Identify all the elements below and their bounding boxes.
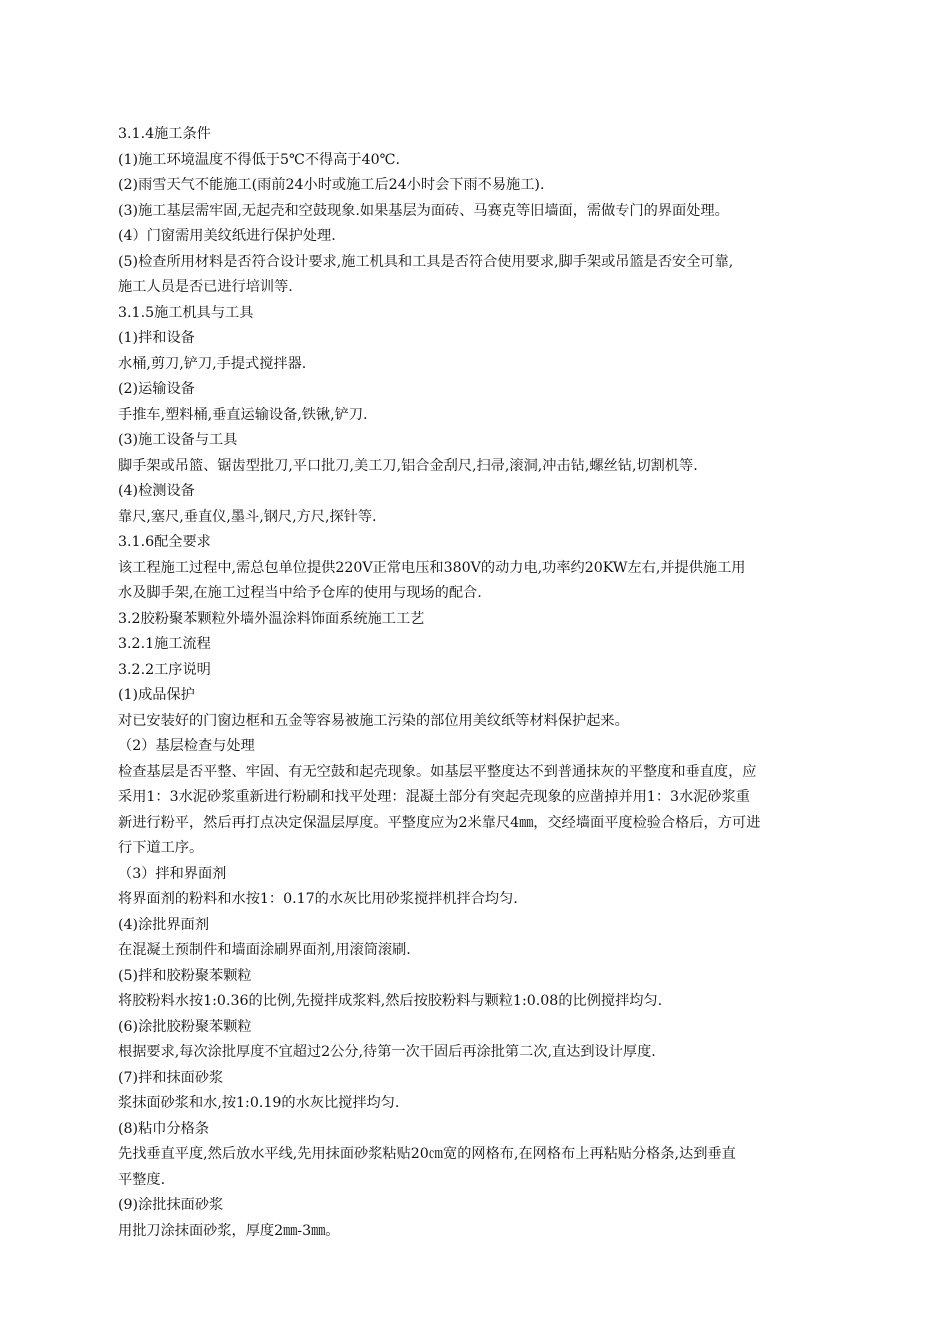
condition-item-5: (5)检查所用材料是否符合设计要求,施工机具和工具是否符合使用要求,脚手架或吊篮是否安全可靠,: [118, 253, 734, 270]
step-2-title: （2）基层检查与处理: [118, 738, 255, 754]
tool-group-2-title: (2)运输设备: [118, 381, 195, 397]
document-body: [118, 122, 878, 1244]
tool-group-1-title: (1)拌和设备: [118, 330, 195, 346]
step-7-title: (7)拌和抹面砂浆: [118, 1069, 224, 1086]
section-heading-3-1-5: 3.1.5施工机具与工具: [118, 304, 254, 321]
step-8-text-1: 先找垂直平度,然后放水平线,先用抹面砂浆粘贴20㎝宽的网格布,在网格布上再粘贴分格条,达到垂直: [118, 1146, 736, 1162]
section-heading-3-1-6: 3.1.6配全要求: [118, 534, 211, 550]
tool-group-2-text: 手推车,塑料桶,垂直运输设备,铁锹,铲刀.: [118, 406, 368, 423]
step-2-text-4: 行下道工序。: [118, 840, 204, 856]
condition-item-1: (1)施工环境温度不得低于5℃不得高于40℃.: [118, 151, 401, 168]
step-6-title: (6)涂批胶粉聚苯颗粒: [118, 1018, 252, 1035]
condition-item-4: (4）门窗需用美纹纸进行保护处理.: [118, 228, 336, 244]
step-8-title: (8)粘巾分格条: [118, 1120, 210, 1137]
section-heading-3-2-1: 3.2.1施工流程: [118, 636, 211, 652]
condition-item-2: (2)雨雪天气不能施工(雨前24小时或施工后24小时会下雨不易施工).: [118, 177, 545, 193]
step-3-title: （3）拌和界面剂: [118, 865, 227, 882]
tool-group-1-text: 水桶,剪刀,铲刀,手提式搅拌器.: [118, 355, 307, 372]
coordination-text-1: 该工程施工过程中,需总包单位提供220V正常电压和380V的动力电,功率约20KW左右,并提供施工用: [118, 559, 746, 576]
step-2-text-3: 新进行粉平，然后再打点决定保温层厚度。平整度应为2米靠尺4㎜，交经墙面平度检验合格后，方可进: [118, 814, 761, 831]
step-9-text: 用批刀涂抹面砂浆，厚度2㎜-3㎜。: [118, 1222, 340, 1239]
step-3-text: 将界面剂的粉料和水按1：0.17的水灰比用砂浆搅拌机拌合均匀.: [118, 891, 518, 907]
step-8-text-2: 平整度.: [118, 1171, 166, 1188]
step-5-title: (5)拌和胶粉聚苯颗粒: [118, 967, 252, 984]
tool-group-4-title: (4)检测设备: [118, 483, 195, 499]
section-heading-3-2-2: 3.2.2工序说明: [118, 661, 211, 678]
step-6-text: 根据要求,每次涂批厚度不宜超过2公分,待第一次干固后再涂批第二次,直达到设计厚度.: [118, 1044, 656, 1060]
condition-item-5-cont: 施工人员是否已进行培训等.: [118, 279, 293, 295]
step-7-text: 浆抹面砂浆和水,按1:0.19的水灰比搅拌均匀.: [118, 1095, 400, 1111]
tool-group-4-text: 靠尺,塞尺,垂直仪,墨斗,钢尺,方尺,探针等.: [118, 508, 377, 525]
step-4-text: 在混凝土预制件和墙面涂刷界面剂,用滚筒滚刷.: [118, 942, 411, 958]
step-1-title: (1)成品保护: [118, 687, 195, 703]
step-5-text: 将胶粉料水按1:0.36的比例,先搅拌成浆料,然后按胶粉料与颗粒1:0.08的比例搅拌均匀.: [118, 993, 663, 1009]
step-4-title: (4)涂批界面剂: [118, 916, 210, 933]
coordination-text-2: 水及脚手架,在施工过程当中给予仓库的使用与现场的配合.: [118, 585, 482, 601]
step-1-text: 对已安装好的门窗边框和五金等容易被施工污染的部位用美纹纸等材料保护起来。: [118, 712, 629, 729]
section-heading-3-2: 3.2胶粉聚苯颗粒外墙外温涂料饰面系统施工工艺: [118, 610, 425, 627]
tool-group-3-title: (3)施工设备与工具: [118, 432, 238, 448]
condition-item-3: (3)施工基层需牢固,无起壳和空鼓现象.如果基层为面砖、马赛克等旧墙面，需做专门的界面处理。: [118, 202, 729, 219]
step-9-title: (9)涂批抹面砂浆: [118, 1197, 224, 1213]
section-heading-3-1-4: 3.1.4施工条件: [118, 126, 211, 142]
step-2-text-2: 采用1：3水泥砂浆重新进行粉刷和找平处理：混凝土部分有突起壳现象的应凿掉并用1：3水泥砂浆重: [118, 789, 750, 805]
tool-group-3-text: 脚手架或吊篮、锯齿型批刀,平口批刀,美工刀,铝合金刮尺,扫帚,滚洞,冲击钻,螺丝钻,切割机等.: [118, 457, 698, 474]
step-2-text-1: 检查基层是否平整、牢固、有无空鼓和起壳现象。如基层平整度达不到普通抹灰的平整度和垂直度，应: [118, 763, 757, 780]
